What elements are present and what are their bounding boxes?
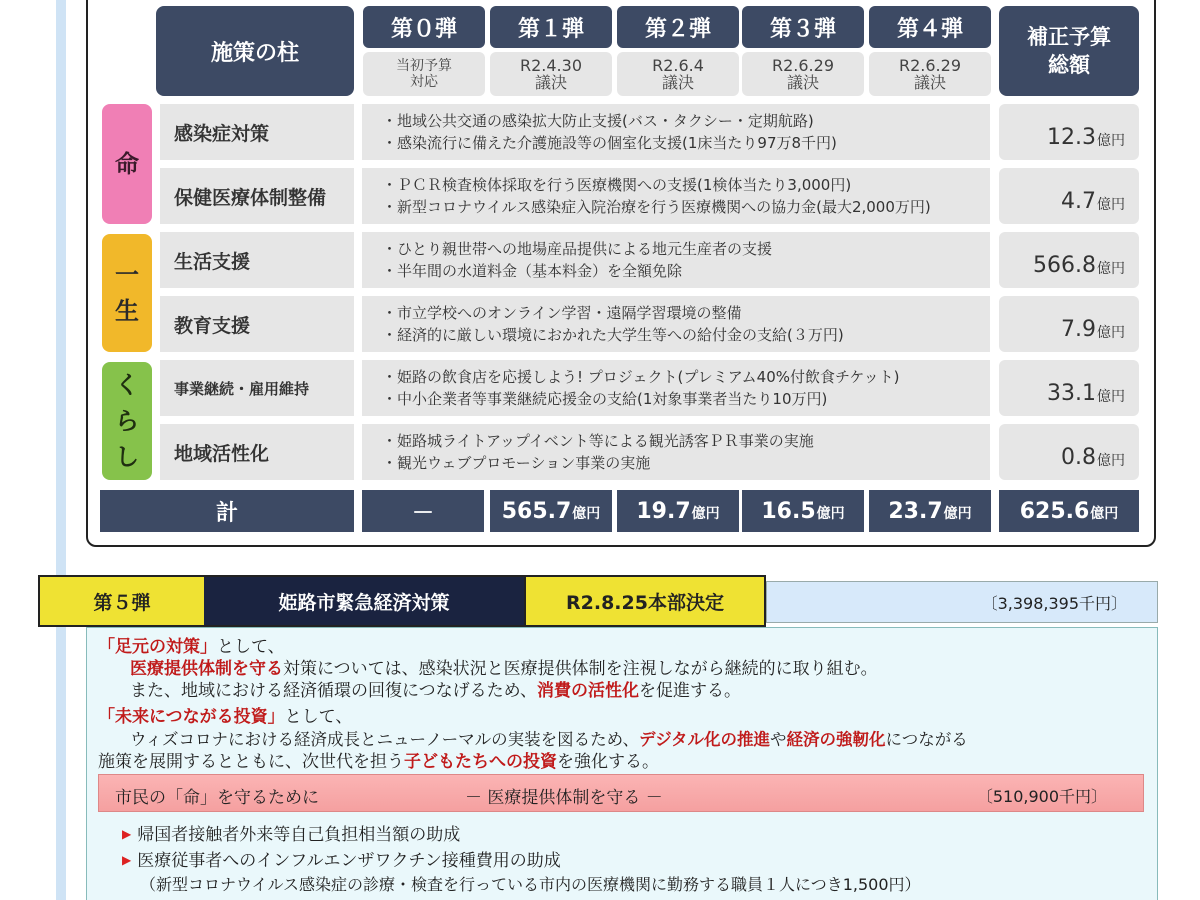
amount-unit: 億円: [1097, 261, 1125, 277]
category-issho-char1: 一: [115, 261, 139, 289]
header-phase-1-sub: [490, 52, 612, 96]
header-phase-0: 第０弾: [363, 6, 485, 48]
subsection-left: 市民の「命」を守るために: [115, 788, 319, 808]
total-phase-4: [869, 490, 991, 532]
row-amount-living: [999, 232, 1139, 288]
header-phase-4: 第４弾: [869, 6, 991, 48]
total-unit: 億円: [691, 506, 720, 522]
category-kurashi-char1: く: [115, 371, 139, 399]
header-phase-2-sub: [617, 52, 739, 96]
row-desc-line: ・姫路の飲食店を応援しよう! プロジェクト(プレミアム40%付飲食チケット): [382, 368, 900, 386]
row-desc-infection: [362, 104, 990, 160]
subsection-amount: 〔510,900千円〕: [976, 787, 1107, 806]
amount-unit: 億円: [1097, 453, 1125, 469]
para1-l3-red: 消費の活性化: [536, 681, 639, 701]
header-phase-2-sub-line1: R2.6.4: [652, 56, 704, 75]
total-phase-2: [617, 490, 739, 532]
header-total-line2: 総額: [1048, 53, 1090, 77]
total-phase-3: [742, 490, 864, 532]
amount-value: 0.8: [1061, 445, 1096, 470]
total-value: 23.7: [888, 498, 943, 524]
para2-l2-post: につながる: [885, 730, 968, 749]
row-desc-line: ・感染流行に備えた介護施設等の個室化支援(1床当たり97万8千円): [382, 134, 837, 152]
para2-l2-pre: ウィズコロナにおける経済成長とニューノーマルの実装を図るため、: [130, 730, 640, 749]
total-phase-1: [490, 490, 612, 532]
amount-value: 7.9: [1061, 317, 1096, 342]
para1-l3-pre: また、地域における経済循環の回復につなげるため、: [130, 681, 537, 701]
row-label-healthcare: 保健医療体制整備: [160, 168, 354, 224]
para2-l3-post: を強化する。: [557, 752, 659, 772]
row-desc-living: [362, 232, 990, 288]
header-phase-1-sub-line2: 議決: [534, 73, 567, 92]
header-phase-3-sub-line1: R2.6.29: [771, 56, 834, 75]
section5-budget-text: 〔3,398,395千円〕: [981, 593, 1127, 613]
header-phase-4-sub-line2: 議決: [913, 73, 946, 92]
para2-head-rest: として、: [284, 707, 353, 727]
header-phase-0-sub: [363, 52, 485, 96]
para2-head: 「未来につながる投資」: [98, 707, 285, 727]
total-value: 16.5: [761, 498, 816, 524]
para1-l3-post: を促進する。: [638, 681, 741, 701]
total-grand: [999, 490, 1139, 532]
category-kurashi: [102, 362, 152, 480]
row-desc-line: ・経済的に厳しい環境におかれた大学生等への給付金の支給(３万円): [382, 326, 844, 344]
header-phase-3-sub-line2: 議決: [786, 73, 819, 92]
category-issho-char2: 生: [115, 297, 139, 325]
row-amount-infection: [999, 104, 1139, 160]
para2-l2-red1: デジタル化の推進: [639, 730, 771, 749]
amount-value: 566.8: [1033, 253, 1096, 278]
row-amount-business: [999, 360, 1139, 416]
row-amount-education: [999, 296, 1139, 352]
para1-line2: [130, 658, 878, 680]
row-desc-line: ・市立学校へのオンライン学習・遠隔学習環境の整備: [382, 304, 742, 322]
section5-decision: R2.8.25本部決定: [524, 575, 766, 627]
para1-head-rest: として、: [217, 637, 285, 657]
para1-l2-rest: 対策については、感染状況と医療提供体制を注視しながら継続的に取り組む。: [283, 659, 878, 679]
total-unit: 億円: [1090, 506, 1119, 522]
category-issho: [102, 234, 152, 352]
header-phase-4-sub-line1: R2.6.29: [898, 56, 961, 75]
total-unit: 億円: [816, 506, 845, 522]
row-desc-healthcare: [362, 168, 990, 224]
total-value: 565.7: [501, 498, 572, 524]
header-phase-3-sub: [742, 52, 864, 96]
header-phase-4-sub: [869, 52, 991, 96]
amount-unit: 億円: [1097, 389, 1125, 405]
category-inochi: [102, 104, 152, 224]
subsection-middle: － 医療提供体制を守る －: [465, 788, 663, 808]
row-label-regional: 地域活性化: [160, 424, 354, 480]
header-phase-0-sub-line2: 対応: [410, 74, 438, 90]
row-desc-line: ・ひとり親世帯への地場産品提供による地元生産者の支援: [382, 240, 773, 258]
row-desc-line: ・中小企業者等事業継続応援金の支給(1対象事業者当たり10万円): [382, 390, 828, 408]
para1-line1: [98, 636, 285, 658]
bullet-item: [122, 820, 460, 845]
total-value: 19.7: [636, 498, 691, 524]
total-unit: 億円: [572, 506, 601, 522]
row-label-business: 事業継続・雇用維持: [160, 360, 354, 416]
triangle-bullet-icon: ▶: [122, 853, 132, 867]
header-phase-1-sub-line1: R2.4.30: [519, 56, 582, 75]
total-value: 625.6: [1019, 498, 1090, 524]
para2-l2-mid: や: [770, 730, 787, 749]
amount-unit: 億円: [1097, 133, 1125, 149]
row-desc-line: ・観光ウェブプロモーション事業の実施: [382, 454, 651, 472]
header-total: [999, 6, 1139, 96]
para2-line3: [98, 751, 659, 773]
para2-line1: [98, 706, 352, 728]
bullet-note: （新型コロナウイルス感染症の診療・検査を行っている市内の医療機関に勤務する職員１人につき1,500円）: [140, 875, 921, 894]
row-desc-line: ・姫路城ライトアップイベント等による観光誘客ＰＲ事業の実施: [382, 432, 814, 450]
row-desc-line: ・半年間の水道料金（基本料金）を全額免除: [382, 262, 683, 280]
row-desc-line: ・ＰＣＲ検査検体採取を行う医療機関への支援(1検体当たり3,000円): [382, 176, 852, 194]
total-unit: 億円: [943, 506, 972, 522]
section5-header: [38, 575, 1158, 627]
bullet-item: [122, 846, 561, 871]
para2-l3-pre: 施策を展開するとともに、次世代を担う: [98, 752, 404, 772]
triangle-bullet-icon: ▶: [122, 827, 132, 841]
amount-value: 4.7: [1061, 189, 1096, 214]
amount-unit: 億円: [1097, 197, 1125, 213]
row-label-infection: 感染症対策: [160, 104, 354, 160]
subsection-bar: [98, 774, 1144, 812]
row-desc-regional: [362, 424, 990, 480]
total-label: 計: [100, 490, 354, 532]
para2-l3-red: 子どもたちへの投資: [404, 752, 557, 772]
bullet-text: 帰国者接触者外来等自己負担相当額の助成: [137, 825, 461, 845]
para1-red: 医療提供体制を守る: [130, 659, 283, 679]
row-desc-education: [362, 296, 990, 352]
row-desc-line: ・地域公共交通の感染拡大防止支援(バス・タクシー・定期航路): [382, 112, 814, 130]
header-total-line1: 補正予算: [1027, 25, 1111, 49]
para2-l2-red2: 経済の強靭化: [786, 730, 886, 749]
header-phase-1: 第１弾: [490, 6, 612, 48]
header-phase-2: 第２弾: [617, 6, 739, 48]
row-desc-line: ・新型コロナウイルス感染症入院治療を行う医療機関への協力金(最大2,000万円): [382, 198, 931, 216]
row-label-living: 生活支援: [160, 232, 354, 288]
bullet-text: 医療従事者へのインフルエンザワクチン接種費用の助成: [137, 851, 561, 871]
row-amount-regional: [999, 424, 1139, 480]
row-label-education: 教育支援: [160, 296, 354, 352]
header-phase-2-sub-line2: 議決: [661, 73, 694, 92]
para2-line2: [130, 729, 968, 751]
left-stripe: [56, 0, 66, 900]
header-phase-3: 第３弾: [742, 6, 864, 48]
header-phase-0-sub-line1: 当初予算: [396, 58, 452, 74]
total-phase-0: －: [362, 490, 484, 532]
section5-budget: [766, 581, 1158, 623]
section5-phase: 第５弾: [38, 575, 204, 627]
category-kurashi-char3: し: [115, 443, 139, 471]
section5-title: 姫路市緊急経済対策: [204, 575, 524, 627]
amount-unit: 億円: [1097, 325, 1125, 341]
category-kurashi-char2: ら: [115, 407, 139, 435]
para1-head: 「足元の対策」: [98, 637, 217, 657]
amount-value: 33.1: [1047, 381, 1096, 406]
row-desc-business: [362, 360, 990, 416]
para1-line3: [130, 680, 741, 702]
category-inochi-char: 命: [115, 150, 139, 178]
amount-value: 12.3: [1047, 125, 1096, 150]
header-pillar: 施策の柱: [156, 6, 354, 96]
row-amount-healthcare: [999, 168, 1139, 224]
